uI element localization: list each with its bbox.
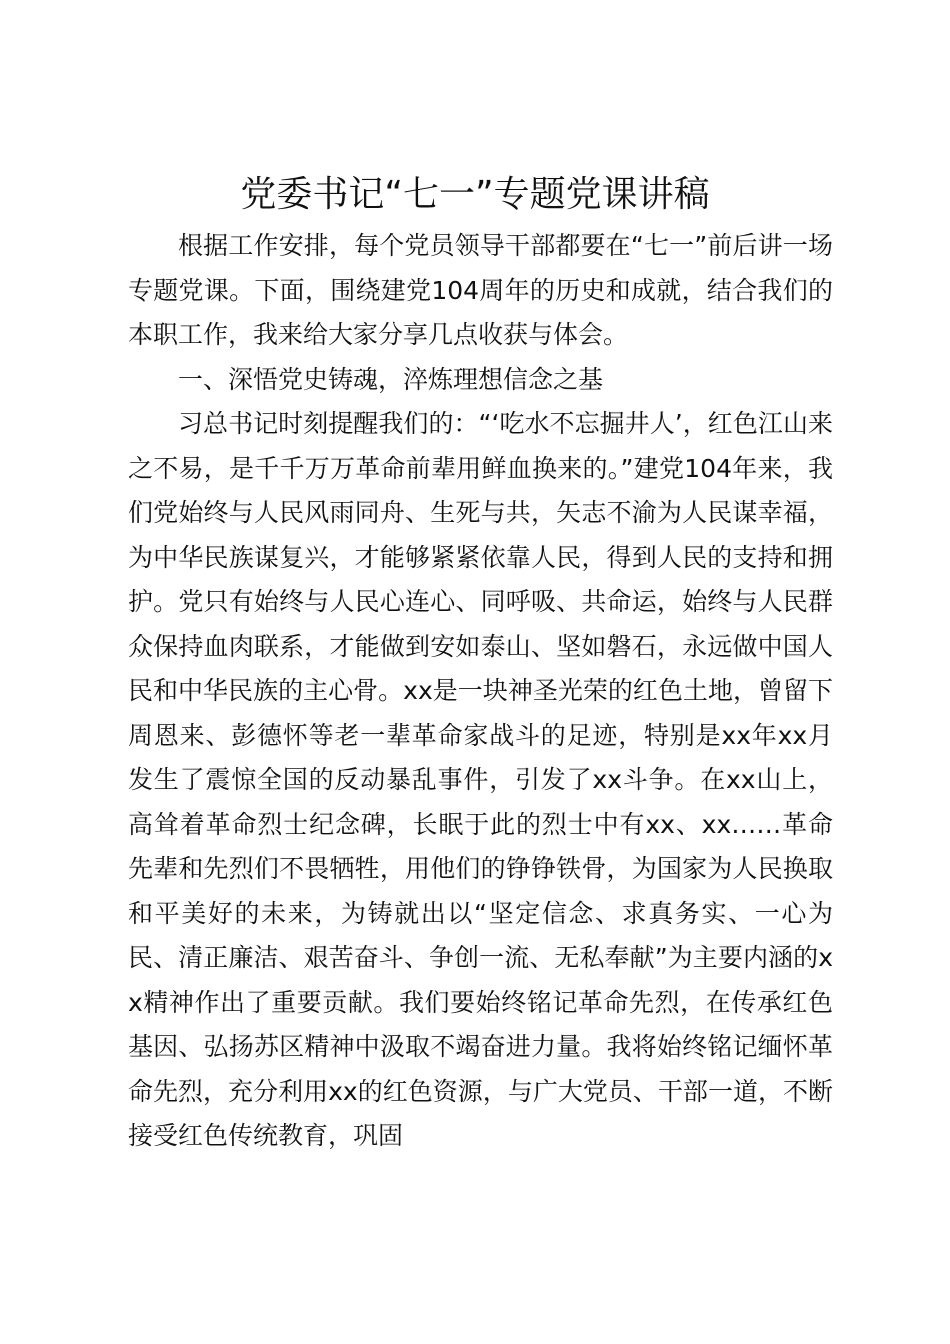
intro-paragraph: 根据工作安排，每个党员领导干部都要在“七一”前后讲一场专题党课。下面，围绕建党104周年的历史和成就，结合我们的本职工作，我来给大家分享几点收获与体会。: [128, 231, 833, 349]
body-paragraph: 习总书记时刻提醒我们的：“‘吃水不忘掘井人’，红色江山来之不易，是千千万万革命前辈用鲜血换来的。”建党104年来，我们党始终与人民风雨同舟、生死与共，矢志不渝为人民谋幸福，为中华民族谋复兴，才能够紧紧依靠人民，得到人民的支持和拥护。党只有始终与人民心连心、同呼吸、共命运，始终与人民群众保持血肉联系，才能做到安如泰山、坚如磐石，永远做中国人民和中华民族的主心骨。xx是一块神圣光荣的红色土地，曾留下周恩来、彭德怀等老一辈革命家战斗的足迹，特别是xx年xx月发生了震惊全国的反动暴乱事件，引发了xx斗争。在xx山上，高耸着革命烈士纪念碑，长眠于此的烈士中有xx、xx……革命先辈和先烈们不畏牺牲，用他们的铮铮铁骨，为国家为人民换取和平美好的未来，为铸就出以“坚定信念、求真务实、一心为民、清正廉洁、艰苦奋斗、争创一流、无私奉献”为主要内涵的xx精神作出了重要贡献。我们要始终铭记革命先烈，在传承红色基因、弘扬苏区精神中汲取不竭奋进力量。我将始终铭记缅怀革命先烈，充分利用xx的红色资源，与广大党员、干部一道，不断接受红色传统教育，巩固: [128, 409, 833, 1150]
section-heading: 一、深悟党史铸魂，淬炼理想信念之基: [178, 364, 604, 394]
document-body: [128, 224, 833, 1159]
document-title: 党委书记“七一”专题党课讲稿: [240, 174, 710, 215]
